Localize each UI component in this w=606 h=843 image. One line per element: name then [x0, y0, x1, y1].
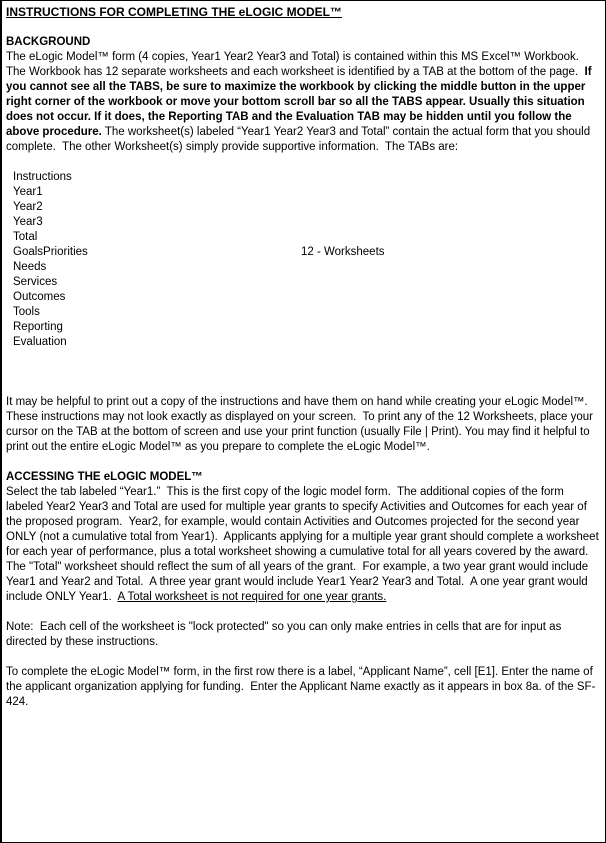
page-title: INSTRUCTIONS FOR COMPLETING THE eLOGIC MODEL™	[6, 5, 342, 19]
tab-list-item-needs	[13, 260, 601, 275]
tab-label: Total	[13, 231, 38, 243]
tab-label: Services	[13, 276, 58, 288]
background-text-bold-warning: If you cannot see all the TABS, be sure to maximize the workbook by clicking the middle button in the upper right corner of the workbook or move your bottom scroll bar so all the TABS appear. Usually this situation does not occur. If it does, the Reporting TAB and the Evaluation TAB may be hidden until you follow the above procedure.	[6, 66, 595, 138]
accessing-text: Select the tab labeled “Year1.” This is the first copy of the logic model form. The additional copies of the form labeled Year2 Year3 and Total are used for multiple year grants to specify Activities and Outcomes for each year of the proposed program. Year2, for example, would contain Activities and Outcomes projected for the second year ONLY (not a cumulative total from Year1). Applicants applying for a multiple year grant should complete a worksheet for each year of performance, plus a total worksheet showing a cumulative total for all years covered by the award. The "Total" worksheet should reflect the sum of all years of the grant. For example, a two year grant would include Year1 and Year2 and Total. A three year grant would include Year1 Year2 Year3 and Total. A one year grant would include ONLY Year1.	[6, 486, 602, 603]
tab-label: Instructions	[13, 171, 72, 183]
tab-list-item-year3	[13, 215, 601, 230]
accessing-text-underlined: A Total worksheet is not required for one year grants.	[117, 591, 387, 603]
tab-label: Year1	[13, 186, 43, 198]
worksheets-count-note: 12 - Worksheets	[301, 246, 385, 258]
tab-label: Year2	[13, 201, 43, 213]
background-paragraph	[6, 50, 601, 155]
tab-list-item-reporting	[13, 320, 601, 335]
tab-list-item-tools	[13, 305, 601, 320]
lock-protected-note-paragraph: Note: Each cell of the worksheet is "lock protected" so you can only make entries in cells that are for input as directed by these instructions.	[6, 621, 565, 648]
accessing-heading: ACCESSING THE eLOGIC MODEL™	[6, 471, 203, 483]
applicant-name-paragraph: To complete the eLogic Model™ form, in the first row there is a label, “Applicant Name”, cell [E1]. Enter the name of the applicant organization applying for funding. Enter the Applicant Name exactly as it appears in box 8a. of the SF-424.	[6, 666, 596, 708]
tab-label: Outcomes	[13, 291, 66, 303]
background-text-end: The worksheet(s) labeled “Year1 Year2 Year3 and Total” contain the actual form that you should complete. The other Worksheet(s) simply provide supportive information. The TABs are:	[6, 126, 594, 153]
tab-list-item-instructions	[13, 170, 601, 185]
tab-label: Reporting	[13, 321, 63, 333]
tab-list	[6, 170, 601, 350]
tab-label: Year3	[13, 216, 43, 228]
background-heading: BACKGROUND	[6, 36, 91, 48]
tab-label: Tools	[13, 306, 40, 318]
print-instructions-paragraph: It may be helpful to print out a copy of the instructions and have them on hand while creating your eLogic Model™. These instructions may not look exactly as displayed on your screen. To print any of the 12 Worksheets, place your cursor on the TAB at the bottom of screen and use your print function (usually File | Print). You may find it helpful to print out the entire eLogic Model™ as you prepare to complete the eLogic Model™.	[6, 396, 597, 453]
tab-label: Evaluation	[13, 336, 67, 348]
tab-list-item-goalspriorities	[13, 245, 601, 260]
tab-list-item-evaluation	[13, 335, 601, 350]
tab-list-item-services	[13, 275, 601, 290]
background-text-start: The eLogic Model™ form (4 copies, Year1 Year2 Year3 and Total) is contained within this MS Excel™ Workbook. The Workbook has 12 separate worksheets and each worksheet is identified by a TAB at the bottom of the page.	[6, 51, 586, 78]
tab-list-item-year1	[13, 185, 601, 200]
tab-label: GoalsPriorities	[13, 246, 88, 258]
tab-label: Needs	[13, 261, 47, 273]
tab-list-item-total	[13, 230, 601, 245]
tab-list-item-year2	[13, 200, 601, 215]
accessing-paragraph	[6, 485, 601, 605]
tab-list-item-outcomes	[13, 290, 601, 305]
